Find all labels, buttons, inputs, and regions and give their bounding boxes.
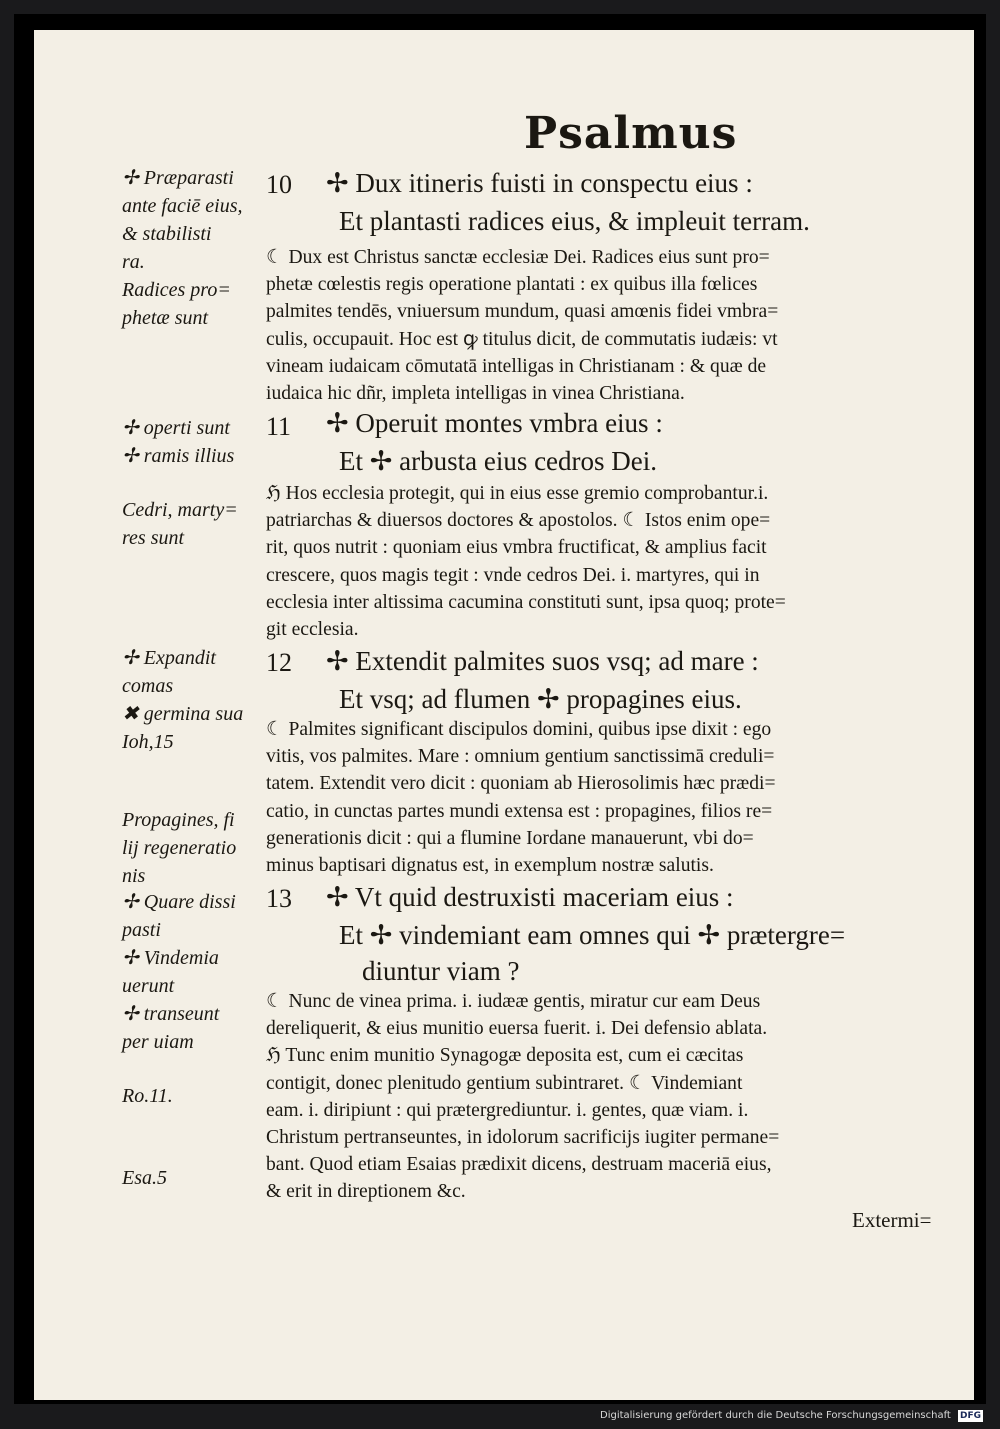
verse-line: ✢ Dux itineris fuisti in conspectu eius : <box>326 168 753 198</box>
margin-note-2: ✢ operti sunt ✢ ramis illius <box>122 417 235 467</box>
catchword: Extermi= <box>852 1208 932 1232</box>
book-page <box>34 30 974 1400</box>
commentary-2: ℌ Hos ecclesia protegit, qui in eius esse gremio comprobantur.i. patriarchas & diuersos doctores & apostolos. ☾ Istos enim ope= rit, quos nutrit : quoniam eius vmbra fructificat, & amplius facit crescere, quos magis tegit : vnde cedros Dei. i. martyres, qui in ecclesia inter altissima cacumina constituti sunt, ipsa quoq; prote= git ecclesia. <box>266 483 786 641</box>
margin-note-7: Ro.11. <box>122 1085 173 1107</box>
credit-text: Digitalisierung gefördert durch die Deutsche Forschungsgemeinschaft <box>600 1410 951 1421</box>
verse-number: 12 <box>266 648 292 677</box>
verse-number: 10 <box>266 170 292 199</box>
digitization-credit <box>600 1408 982 1424</box>
margin-note-1: ✢ Præparasti ante faciē eius, & stabilisti ra. Radices pro= phetæ sunt <box>122 167 243 329</box>
margin-note-6: ✢ Quare dissi pasti ✢ Vindemia uerunt ✢ transeunt per uiam <box>122 891 236 1053</box>
verse-line: Et plantasti radices eius, & impleuit terram. <box>339 206 810 236</box>
margin-note-3: Cedri, marty= res sunt <box>122 499 238 549</box>
commentary-3: ☾ Palmites significant discipulos domini, quibus ipse dixit : ego vitis, vos palmites. Mare : omnium gentium sanctissimā creduli= tatem. Extendit vero dicit : quoniam ab Hierosolimis hæc prædi= catio, in cunctas partes mundi extensa est : propagines, filios re= generationis dicit : qui a flumine Iordane manauerunt, vbi do= minus baptisari dignatus est, in exemplum nostræ salutis. <box>266 719 776 877</box>
verse-number: 11 <box>266 412 292 441</box>
verse-line: Et ✢ vindemiant eam omnes qui ✢ prætergre= <box>339 920 846 950</box>
verse-line: ✢ Vt quid destruxisti maceriam eius : <box>326 882 734 912</box>
verse-line: ✢ Extendit palmites suos vsq; ad mare : <box>326 646 759 676</box>
dfg-logo: DFG <box>960 1411 982 1421</box>
verse-number: 13 <box>266 884 292 913</box>
margin-note-4: ✢ Expandit comas ✖ germina sua Ioh,15 <box>122 647 244 753</box>
margin-note-8: Esa.5 <box>122 1167 167 1189</box>
commentary-4: ☾ Nunc de vinea prima. i. iudææ gentis, miratur cur eam Deus dereliquerit, & eius munitio euersa fuerit. i. Dei defensio ablata. ℌ Tunc enim munitio Synagogæ deposita est, cum ei cæcitas contigit, donec plenitudo gentium subintraret. ☾ Vindemiant eam. i. diripiunt : qui prætergrediuntur. i. gentes, quæ viam. i. Christum pertranseuntes, in idolorum sacrificijs iugiter permane= bant. Quod etiam Esaias prædixit dicens, destruam maceriā eius, & erit in direptionem &c. <box>266 991 780 1203</box>
verse-line: Et ✢ arbusta eius cedros Dei. <box>339 446 658 476</box>
verse-line: Et vsq; ad flumen ✢ propagines eius. <box>339 684 742 714</box>
commentary-1: ☾ Dux est Christus sanctæ ecclesiæ Dei. Radices eius sunt pro= phetæ cœlestis regis operatione plantati : ex quibus illa fœlices palmites tendēs, vniuersum mundum, quasi amœnis fidei vmbra= culis, occupauit. Hoc est ꝙ titulus dicit, de commutatis iudæis: vt vineam iudaicam cōmutatā intelligas in Christianam : & quæ de iudaica hic dñr, impleta intelligas in vinea Christiana. <box>266 247 779 405</box>
margin-note-5: Propagines, fi lij regeneratio nis <box>122 809 237 887</box>
running-head: Psalmus <box>524 108 738 159</box>
verse-line: ✢ Operuit montes vmbra eius : <box>326 408 663 438</box>
verse-line: diuntur viam ? <box>362 956 520 986</box>
